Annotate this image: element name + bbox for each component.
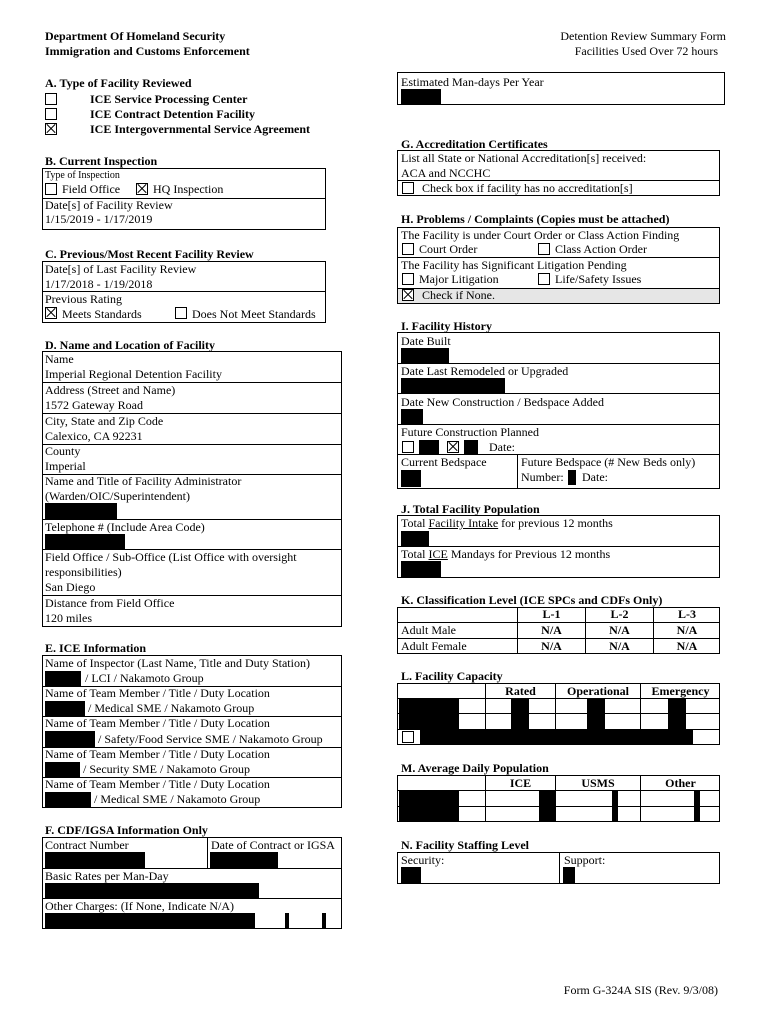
section-a-title: A. Type of Facility Reviewed [45,76,192,90]
address-label: Address (Street and Name) [45,383,176,397]
redacted-member-2 [45,731,95,747]
checkbox-capacity[interactable] [402,731,414,743]
redacted-member-1 [45,701,85,716]
contract-number-label: Contract Number [45,838,129,852]
checkbox-hq-inspection[interactable] [136,183,148,195]
redacted-capacity-rows [399,699,459,729]
future-bedspace-date-label: Date: [582,470,608,484]
support-label: Support: [564,853,606,867]
date-built-label: Date Built [401,334,451,348]
redacted-capacity-note [420,730,693,745]
future-construction-label: Future Construction Planned [401,425,539,439]
section-f-title: F. CDF/IGSA Information Only [45,823,208,837]
redacted-mandays [401,89,441,105]
form-title: Detention Review Summary Form [560,29,726,43]
checkbox-none[interactable] [402,289,414,301]
female-l1: N/A [541,639,562,653]
review-dates: 1/15/2019 - 1/17/2019 [45,212,153,226]
address: 1572 Gateway Road [45,398,143,412]
male-l1: N/A [541,623,562,637]
checkbox-class-action[interactable] [538,243,550,255]
col-emergency: Emergency [651,684,710,698]
life-safety-option: Life/Safety Issues [555,272,642,286]
section-k-title: K. Classification Level (ICE SPCs and CDFs Only) [401,593,663,607]
redacted-rated [511,699,529,729]
team-member-3: / Security SME / Nakamoto Group [83,762,250,776]
agency-name: Immigration and Customs Enforcement [45,44,250,58]
checkbox-court-order[interactable] [402,243,414,255]
not-meets-label: Does Not Meet Standards [192,307,316,321]
redacted-facility-intake [401,531,429,546]
mandays-label: Estimated Man-days Per Year [401,75,544,89]
redacted-remodeled [401,378,505,393]
option-cdf: ICE Contract Detention Facility [90,107,255,121]
county: Imperial [45,459,86,473]
female-l3: N/A [676,639,698,653]
security-label: Security: [401,853,445,867]
redacted-ice-pop [539,791,555,822]
last-review-label: Date[s] of Last Facility Review [45,262,197,276]
team-member-label-3: Name of Team Member / Title / Duty Location [45,747,270,761]
row-adult-male: Adult Male [401,623,456,637]
redacted-current-bedspace [401,470,421,487]
checkbox-life-safety[interactable] [538,273,550,285]
checkbox-future-no[interactable] [402,441,414,453]
hq-inspection-label: HQ Inspection [153,182,224,196]
redacted-date-built [401,348,449,363]
inspection-type-label: Type of Inspection [45,170,120,181]
department-name: Department Of Homeland Security [45,29,226,43]
col-ice: ICE [509,776,532,790]
current-bedspace-label: Current Bedspace [401,455,487,469]
form-subtitle: Facilities Used Over 72 hours [574,44,718,58]
col-l3: L-3 [678,607,696,621]
redacted-usms-pop [612,791,618,822]
section-n-title: N. Facility Staffing Level [401,838,529,852]
team-member-label-4: Name of Team Member / Title / Duty Location [45,777,270,791]
class-action-option: Class Action Order [555,242,647,256]
administrator-label-2: (Warden/OIC/Superintendent) [45,489,190,503]
col-l1: L-1 [542,607,561,621]
redacted-ice-mandays [401,561,441,577]
team-member-label-1: Name of Team Member / Title / Duty Location [45,686,270,700]
col-usms: USMS [581,776,615,790]
col-l2: L-2 [610,607,629,621]
inspector-label: Name of Inspector (Last Name, Title and Duty Station) [45,656,310,670]
section-i-title: I. Facility History [401,319,492,333]
redacted-administrator [45,503,117,519]
distance-value: 120 miles [45,611,92,625]
redacted-future-1 [419,440,439,454]
checkbox-major-litigation[interactable] [402,273,414,285]
team-member-2: / Safety/Food Service SME / Nakamoto Group [98,732,323,746]
redacted-member-4 [45,792,91,808]
redacted-mark [285,913,289,929]
remodeled-label: Date Last Remodeled or Upgraded [401,364,569,378]
redacted-operational [587,699,605,729]
checkbox-igsa[interactable] [45,123,57,135]
section-h-title: H. Problems / Complaints (Copies must be attached) [401,212,670,226]
last-review-dates: 1/17/2018 - 1/19/2018 [45,277,153,291]
redacted-new-construction [401,409,423,424]
redacted-other-charges [45,913,255,929]
redacted-inspector [45,671,81,686]
checkbox-cdf[interactable] [45,108,57,120]
accreditation-list-label: List all State or National Accreditation[s] received: [401,151,647,165]
female-l2: N/A [609,639,630,653]
redacted-rates [45,883,259,898]
field-office-oversight-label-2: responsibilities) [45,565,122,579]
male-l3: N/A [676,623,698,637]
distance-label: Distance from Field Office [45,596,175,610]
new-construction-label: Date New Construction / Bedspace Added [401,395,604,409]
redacted-member-3 [45,762,80,777]
telephone-label: Telephone # (Include Area Code) [45,520,205,534]
team-member-4: / Medical SME / Nakamoto Group [94,792,261,806]
section-l-title: L. Facility Capacity [401,669,503,683]
section-j-title: J. Total Facility Population [401,502,540,516]
section-m-title: M. Average Daily Population [401,761,549,775]
col-rated: Rated [505,684,536,698]
redacted-future-number [568,470,576,485]
previous-rating-label: Previous Rating [45,292,122,306]
option-igsa: ICE Intergovernmental Service Agreement [90,122,311,136]
future-bedspace-label: Future Bedspace (# New Beds only) [521,455,696,469]
section-d-title: D. Name and Location of Facility [45,338,215,352]
redacted-other-pop [694,791,700,822]
city: Calexico, CA 92231 [45,429,143,443]
meets-label: Meets Standards [62,307,142,321]
male-l2: N/A [609,623,630,637]
no-accreditation-label: Check box if facility has no accreditation[s] [422,181,633,195]
checkbox-spc[interactable] [45,93,57,105]
section-b-title: B. Current Inspection [45,154,158,168]
facility-name: Imperial Regional Detention Facility [45,367,222,381]
future-number-label: Number: [521,470,564,484]
facility-name-label: Name [45,352,74,366]
court-order-option: Court Order [419,242,478,256]
future-date-label: Date: [489,440,515,454]
form-number: Form G-324A SIS (Rev. 9/3/08) [563,983,718,997]
field-office-oversight-label: Field Office / Sub-Office (List Office with oversight [45,550,297,564]
redacted-security [401,867,421,883]
field-office-value: San Diego [45,580,96,594]
other-charges-label: Other Charges: (If None, Indicate N/A) [45,899,235,913]
contract-date-label: Date of Contract or IGSA [211,838,335,852]
team-member-label-2: Name of Team Member / Title / Duty Location [45,716,270,730]
redacted-telephone [45,534,125,549]
rates-label: Basic Rates per Man-Day [45,869,169,883]
checkbox-not-meets[interactable] [175,307,187,319]
redacted-population-rows [399,791,459,822]
redacted-mark [322,913,326,929]
review-dates-label: Date[s] of Facility Review [45,198,173,212]
field-office-label: Field Office [62,182,121,196]
redacted-contract-number [45,852,145,868]
checkbox-meets[interactable] [45,307,57,319]
checkbox-future-yes[interactable] [447,441,459,453]
administrator-label: Name and Title of Facility Administrator [45,474,242,488]
major-litigation-option: Major Litigation [419,272,499,286]
ice-mandays-label: Total ICE Mandays for Previous 12 months [401,547,611,561]
redacted-future-2 [464,440,478,454]
city-label: City, State and Zip Code [45,414,164,428]
checkbox-field-office[interactable] [45,183,57,195]
col-other: Other [665,776,696,790]
litigation-label: The Facility has Significant Litigation Pending [401,258,627,272]
facility-intake-label: Total Facility Intake for previous 12 months [401,516,613,530]
checkbox-no-accreditation[interactable] [402,182,414,194]
section-e-title: E. ICE Information [45,641,147,655]
row-adult-female: Adult Female [401,639,467,653]
redacted-contract-date [210,852,278,868]
section-g-title: G. Accreditation Certificates [401,137,548,151]
inspector-value: / LCI / Nakamoto Group [85,671,204,685]
col-operational: Operational [567,684,629,698]
none-label: Check if None. [422,288,495,302]
redacted-emergency [668,699,686,729]
section-c-title: C. Previous/Most Recent Facility Review [45,247,254,261]
team-member-1: / Medical SME / Nakamoto Group [88,701,255,715]
option-spc: ICE Service Processing Center [90,92,248,106]
court-order-label: The Facility is under Court Order or Class Action Finding [401,228,680,242]
county-label: County [45,444,81,458]
accreditation-value: ACA and NCCHC [401,166,491,180]
redacted-support [563,867,575,883]
